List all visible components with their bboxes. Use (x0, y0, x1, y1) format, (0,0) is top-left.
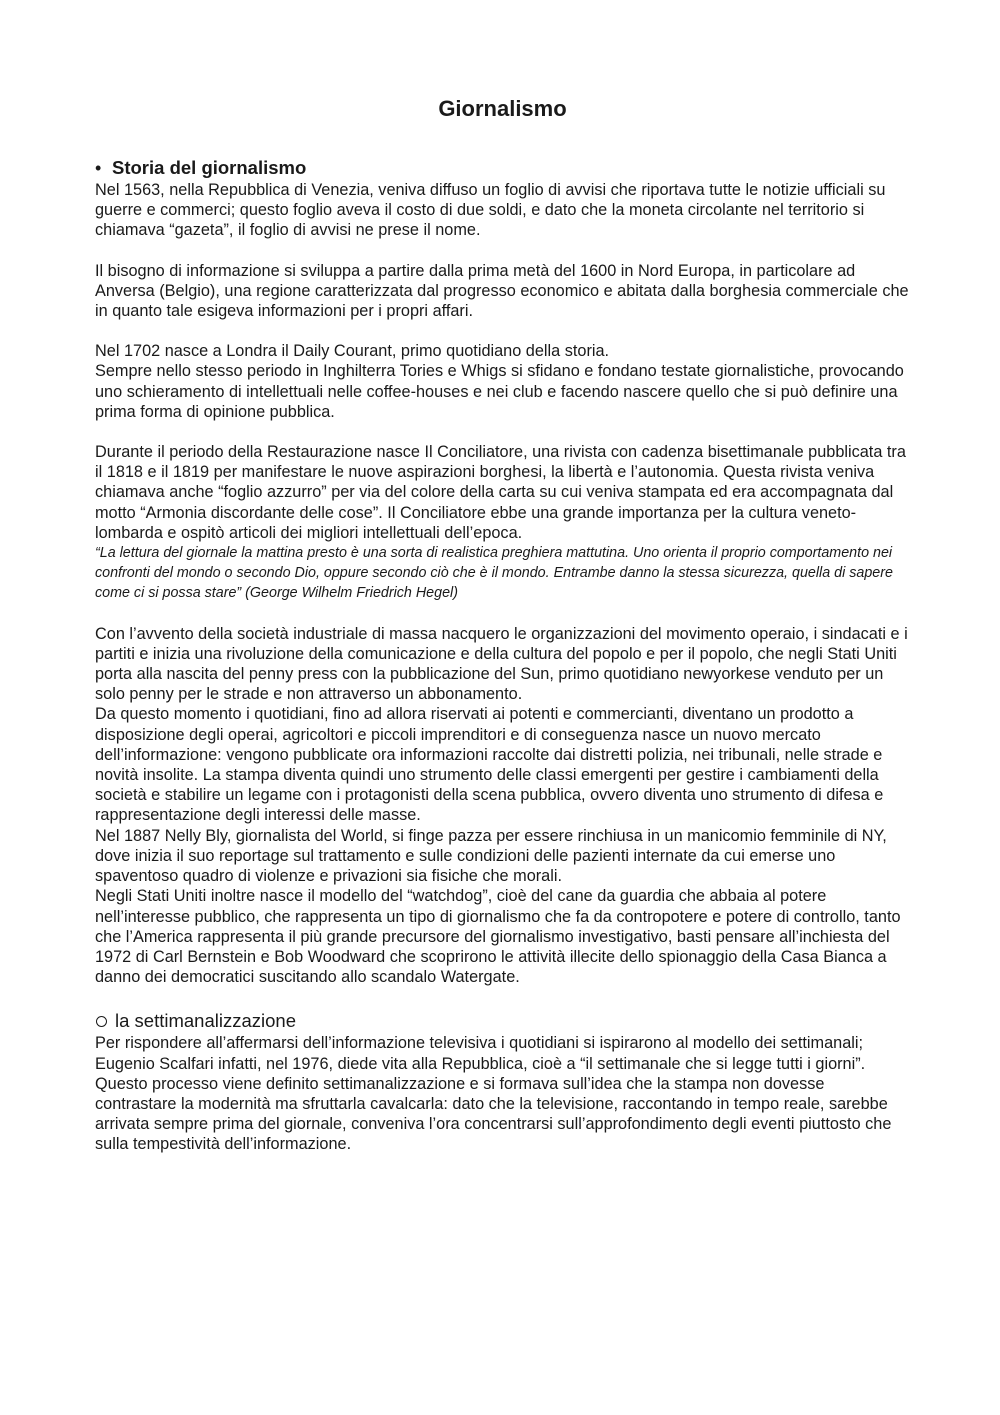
paragraph-conciliatore: Durante il periodo della Restaurazione nasce Il Conciliatore, una rivista con cadenza bisettimanale pubblicata tra il 1818 e il 1819 per manifestare le nuove aspirazioni borghesi, la libertà e l’autonomia. Questa rivista veniva chiamava anche “foglio azzurro” per via del colore della carta su cui veniva stampata ed era accompagnata dal motto “Armonia discordante delle cose”. Il Conciliatore ebbe una grande importanza per la cultura veneto-lombarda e ospitò articoli dei migliori intellettuali dell’epoca. (95, 443, 906, 542)
section-heading-label: Storia del giornalismo (112, 157, 307, 178)
bullet-dot-icon: • (95, 158, 102, 178)
section-heading-storia (95, 156, 910, 180)
circle-bullet-icon (96, 1016, 107, 1027)
subsection-heading-label: la settimanalizzazione (115, 1010, 296, 1032)
paragraph-venezia: Nel 1563, nella Repubblica di Venezia, veniva diffuso un foglio di avvisi che riportava tutte le notizie ufficiali su guerre e commerci; questo foglio aveva il costo di due soldi, e dato che la moneta circolante nel territorio si chiamava “gazeta”, il foglio di avvisi ne prese il nome. (95, 181, 886, 240)
hegel-quote: “La lettura del giornale la mattina presto è una sorta di realistica preghiera mattutina. Uno orienta il proprio comportamento nei confronti del mondo o secondo Dio, oppure secondo ciò che è il mondo. Entrambe danno la stessa sicurezza, quella di sapere come ci si possa stare” (George Wilhelm Friedrich Hegel) (95, 545, 893, 602)
paragraph-daily-courant: Nel 1702 nasce a Londra il Daily Courant, primo quotidiano della storia. (95, 342, 610, 361)
paragraph-settimanalizzazione: Per rispondere all’affermarsi dell’informazione televisiva i quotidiani si ispirarono al modello dei settimanali; Eugenio Scalfari infatti, nel 1976, diede vita alla Repubblica, cioè a “il settimanale che si legge tutti i giorni”. Questo processo viene definito settimanalizzazione e si formava sull’idea che la stampa non dovesse contrastare la modernità ma sfruttarla cavalcarla: dato che la televisione, raccontando in tempo reale, sarebbe arrivata sempre prima del giornale, conveniva l’ora concentrarsi sull’approfondimento degli eventi piuttosto che sulla tempestività dell’informazione. (95, 1034, 892, 1154)
paragraph-tories-whigs: Sempre nello stesso periodo in Inghilterra Tories e Whigs si sfidano e fondano testate giornalistiche, provocando uno schieramento di intellettuali nelle coffee-houses e nei club e facendo nascere quello che si può definire una prima forma di opinione pubblica. (95, 362, 904, 421)
document-page (95, 94, 910, 1155)
subsection-heading-settimanalizzazione (95, 1009, 910, 1033)
paragraph-anversa: Il bisogno di informazione si sviluppa a partire dalla prima metà del 1600 in Nord Europa, in particolare ad Anversa (Belgio), una regione caratterizzata dal progresso economico e abitata dalla borghesia commerciale che in quanto tale esigeva informazioni per i propri affari. (95, 261, 909, 321)
paragraph-nuovo-mercato: Da questo momento i quotidiani, fino ad allora riservati ai potenti e commercianti, diventano un prodotto a disposizione degli operai, agricoltori e piccoli imprenditori e di conseguenza nasce un nuovo mercato dell’informazione: vengono pubblicate ora informazioni raccolte dai distretti polizia, nei tribunali, nelle strade e novità insolite. La stampa diventa quindi uno strumento delle classi emergenti per gestire i cambiamenti della società e stabilire un legame con i protagonisti della scena pubblica, ovvero diventa uno strumento di difesa e rappresentazione degli interessi delle masse. (95, 705, 884, 825)
paragraph-watchdog: Negli Stati Uniti inoltre nasce il modello del “watchdog”, cioè del cane da guardia che abbaia al potere nell’interesse pubblico, che rappresenta un tipo di giornalismo che fa da contropotere e potere di controllo, tanto che l’America rappresenta il più grande precursore del giornalismo investigativo, basti pensare all’inchiesta del 1972 di Carl Bernstein e Bob Woodward che scoprirono le attività illecite dello spionaggio della Casa Bianca a danno dei democratici suscitando allo scandalo Watergate. (95, 887, 901, 987)
paragraph-penny-press: Con l’avvento della società industriale di massa nacquero le organizzazioni del movimento operaio, i sindacati e i partiti e inizia una rivoluzione della comunicazione e della cultura del popolo e per il popolo, che negli Stati Uniti porta alla nascita del penny press con la pubblicazione del Sun, primo quotidiano newyorkese venduto per un solo penny per le strade e non attraverso un abbonamento. (95, 624, 908, 704)
paragraph-nelly-bly: Nel 1887 Nelly Bly, giornalista del World, si finge pazza per essere rinchiusa in un manicomio femminile di NY, dove inizia il suo reportage sul trattamento e sulle condizioni delle pazienti internate da cui emerse uno spaventoso quadro di violenze e privazioni sia fisiche che morali. (95, 826, 887, 886)
page-title: Giornalismo (438, 96, 567, 121)
